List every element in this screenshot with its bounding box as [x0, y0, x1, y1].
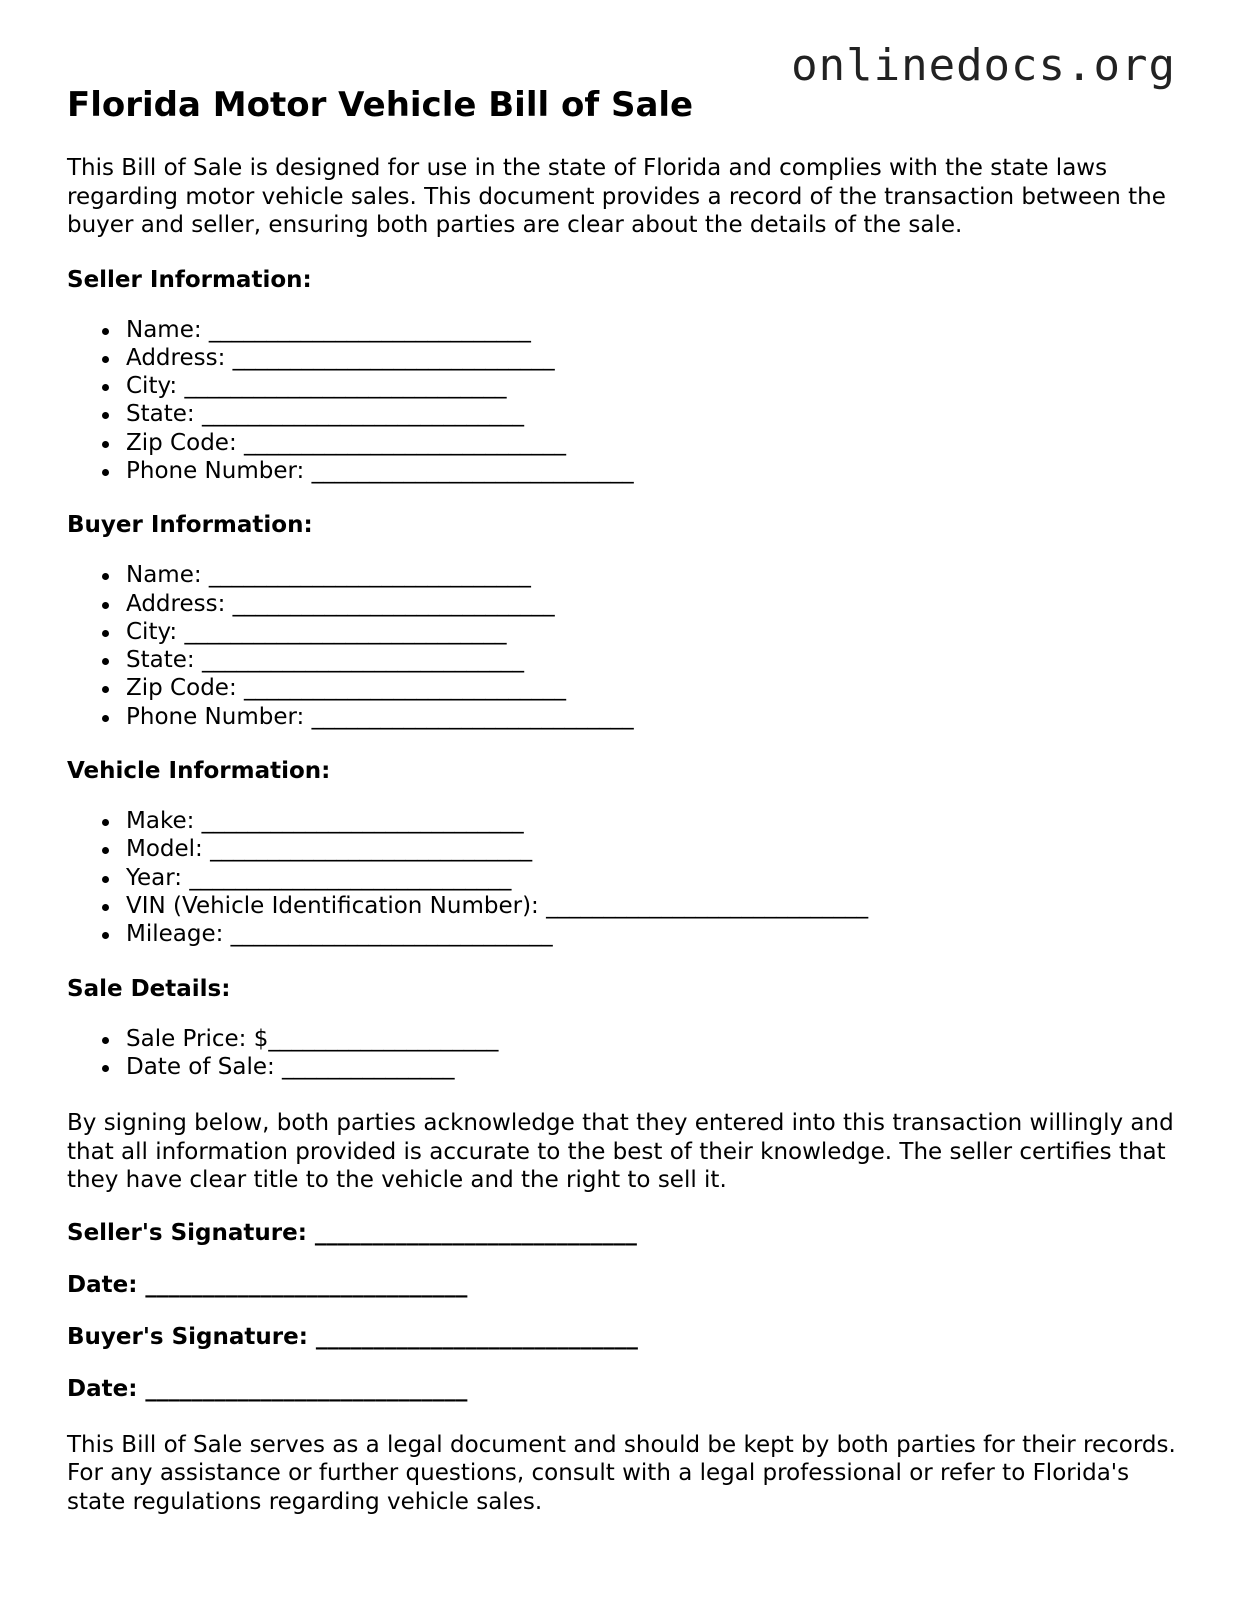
- vehicle-mileage-field[interactable]: Mileage: ____________________________: [126, 920, 1177, 948]
- seller-info-list: [67, 316, 1177, 486]
- buyer-address-field[interactable]: Address: ____________________________: [126, 590, 1177, 618]
- buyer-info-list: [67, 561, 1177, 731]
- buyer-phone-field[interactable]: Phone Number: ____________________________: [126, 703, 1177, 731]
- buyer-name-field[interactable]: Name: ____________________________: [126, 561, 1177, 589]
- buyer-state-field[interactable]: State: ____________________________: [126, 646, 1177, 674]
- seller-address-field[interactable]: Address: ____________________________: [126, 344, 1177, 372]
- vehicle-year-field[interactable]: Year: ____________________________: [126, 864, 1177, 892]
- sale-section-heading: Sale Details:: [67, 975, 231, 1002]
- sale-details-list: [67, 1025, 1177, 1082]
- closing-paragraph: This Bill of Sale serves as a legal document and should be kept by both parties for their records. For any assistance or further questions, consult with a legal professional or refer to Florida's state regulations regarding vehicle sales.: [67, 1431, 1176, 1515]
- watermark: onlinedocs.org: [791, 40, 1176, 91]
- vehicle-section-heading: Vehicle Information:: [67, 758, 331, 785]
- buyer-signature-field[interactable]: Buyer's Signature: ____________________________: [67, 1323, 638, 1350]
- seller-date-field[interactable]: Date: ____________________________: [67, 1271, 468, 1298]
- buyer-section-heading: Buyer Information:: [67, 512, 313, 539]
- seller-signature-field[interactable]: Seller's Signature: ____________________________: [67, 1219, 637, 1246]
- acknowledgement-paragraph: By signing below, both parties acknowledge that they entered into this transaction willingly and that all information provided is accurate to the best of their knowledge. The seller certifies that they have clear title to the vehicle and the right to sell it.: [67, 1110, 1174, 1194]
- vehicle-vin-field[interactable]: VIN (Vehicle Identification Number): ____________________________: [126, 892, 1177, 920]
- sale-date-field[interactable]: Date of Sale: _______________: [126, 1053, 1177, 1081]
- page-title: Florida Motor Vehicle Bill of Sale: [67, 85, 694, 125]
- sale-price-field[interactable]: Sale Price: $____________________: [126, 1025, 1177, 1053]
- intro-paragraph: This Bill of Sale is designed for use in the state of Florida and complies with the state laws regarding motor vehicle sales. This document provides a record of the transaction between the buyer and seller, ensuring both parties are clear about the details of the sale.: [67, 155, 1166, 238]
- buyer-city-field[interactable]: City: ____________________________: [126, 618, 1177, 646]
- seller-phone-field[interactable]: Phone Number: ____________________________: [126, 457, 1177, 485]
- vehicle-make-field[interactable]: Make: ____________________________: [126, 807, 1177, 835]
- vehicle-model-field[interactable]: Model: ____________________________: [126, 835, 1177, 863]
- buyer-zip-field[interactable]: Zip Code: ____________________________: [126, 674, 1177, 702]
- seller-zip-field[interactable]: Zip Code: ____________________________: [126, 429, 1177, 457]
- seller-name-field[interactable]: Name: ____________________________: [126, 316, 1177, 344]
- seller-section-heading: Seller Information:: [67, 266, 312, 293]
- seller-city-field[interactable]: City: ____________________________: [126, 372, 1177, 400]
- vehicle-info-list: [67, 807, 1177, 948]
- seller-state-field[interactable]: State: ____________________________: [126, 400, 1177, 428]
- buyer-date-field[interactable]: Date: ____________________________: [67, 1375, 468, 1402]
- document-page: [67, 84, 1177, 1516]
